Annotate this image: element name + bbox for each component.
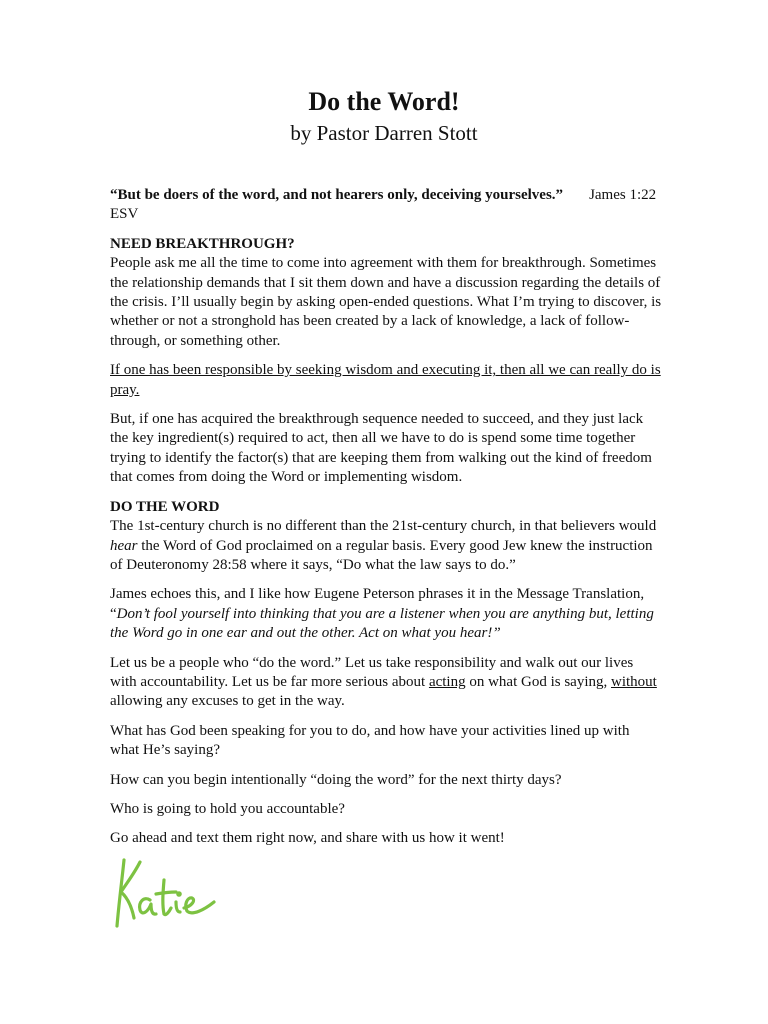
underlined-text: If one has been responsible by seeking wisdom and executing it, then all we can really do is pray.: [110, 362, 661, 398]
paragraph: [110, 410, 662, 488]
section-do-the-word: [110, 498, 662, 576]
paragraph: [110, 654, 662, 712]
paragraph-text: The 1st-century church is no different than the 21st-century church, in that believers would: [110, 518, 657, 535]
question: Who is going to hold you accountable?: [110, 800, 345, 817]
paragraph-text: James echoes this, and I like how Eugene Peterson phrases it in the Message Translation, “: [110, 586, 645, 622]
verse-quote: “But be doers of the word, and not hearers only, deceiving yourselves.”: [110, 187, 564, 203]
paragraph-text: allowing any excuses to get in the way.: [110, 693, 345, 710]
closing-line: Go ahead and text them right now, and share with us how it went!: [110, 830, 505, 847]
document-title: Do the Word!: [308, 87, 460, 116]
section-heading-do-the-word: DO THE WORD: [110, 498, 220, 515]
document-body: [110, 186, 662, 859]
paragraph-text: Let us be a people who “do the word.” Let us take responsibility and walk out our lives with accountability. Let us be far more serious about: [110, 654, 634, 690]
question: What has God been speaking for you to do, and how have your activities lined up with what He’s saying?: [110, 722, 630, 759]
signature-katie: [110, 852, 230, 934]
section-heading-breakthrough: NEED BREAKTHROUGH?: [110, 235, 295, 252]
question: How can you begin intentionally “doing the word” for the next thirty days?: [110, 771, 562, 788]
underlined-text: acting: [428, 673, 466, 690]
verse-reference: James 1:22 ESV: [110, 187, 657, 223]
emphasis-text: hear: [110, 537, 138, 554]
scripture-verse: [110, 186, 662, 225]
paragraph-text: on what God is saying,: [465, 673, 612, 690]
paragraph-underlined: [110, 361, 662, 400]
paragraph-message-quote: [110, 585, 662, 643]
section-breakthrough: [110, 235, 662, 351]
paragraph-text: But, if one has acquired the breakthrough sequence needed to succeed, and they just lack the key ingredient(s) required to act, then all we have to do is spend some time together trying to identify the factor(s) that are keeping them from walking out the kind of freedom that comes from doing the Word or implementing wisdom.: [110, 411, 652, 486]
italic-quote: Don’t fool yourself into thinking that you are a listener when you are anything but, letting the Word go in one ear and out the other. Act on what you hear!”: [110, 605, 654, 642]
paragraph: People ask me all the time to come into agreement with them for breakthrough. Sometimes the relationship demands that I sit them down and have a discussion regarding the details of the crisis. I’ll usually begin by asking open-ended questions. What I’m trying to discover, is whether or not a stronghold has been created by a lack of knowledge, a lack of follow-through, or something other.: [110, 255, 662, 349]
underlined-text: without: [611, 673, 657, 690]
paragraph-text: the Word of God proclaimed on a regular basis. Every good Jew knew the instruction of Deuteronomy 28:58 where it says, “Do what the law says to do.”: [110, 537, 653, 573]
document-byline: by Pastor Darren Stott: [290, 121, 478, 145]
